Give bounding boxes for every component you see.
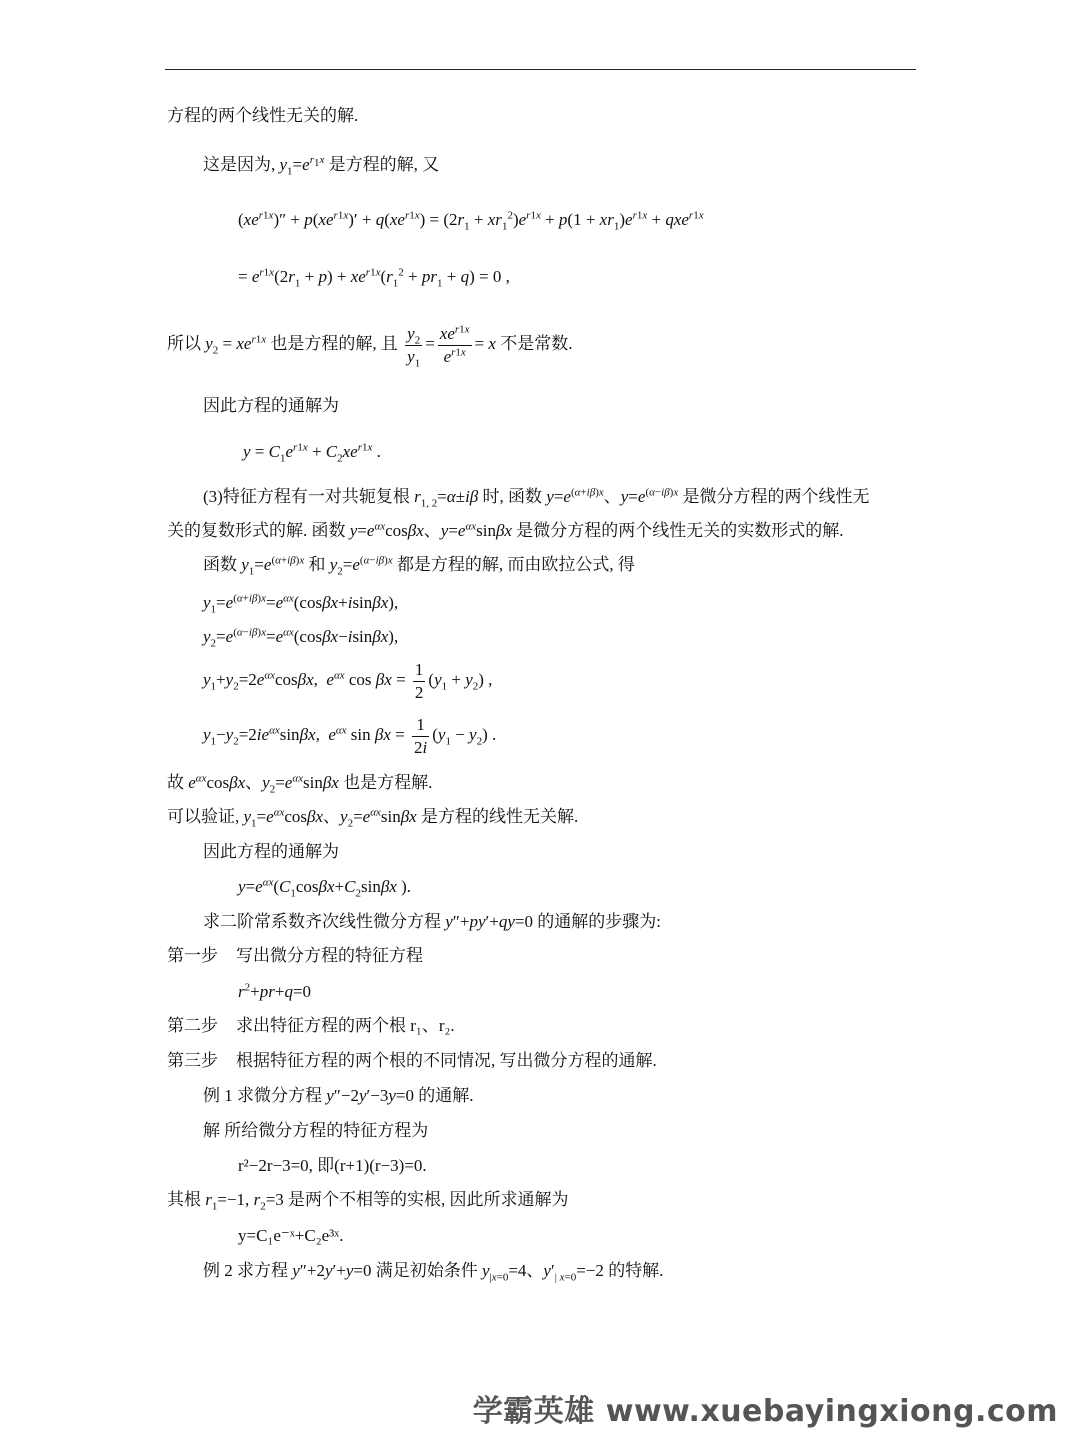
text: 求二阶常系数齐次线性微分方程	[203, 912, 446, 931]
text: 这是因为,	[203, 155, 280, 174]
text-line: 例 1 求微分方程 y″−2y′−3y=0 的通解.	[203, 1086, 474, 1105]
equation-line: $y = C_1e^{r1x} + C_2xe^{r1x}$ .	[243, 441, 381, 465]
text: 求出特征方程的两个根 r₁、r₂.	[236, 1016, 455, 1035]
watermark: 学霸英雄 www.xuebayingxiong.com	[472, 1394, 1058, 1429]
text: 时, 函数	[478, 487, 547, 506]
text-line: 函数 $y_1=e^{(\alpha+i\beta)x}$ 和 $y_2=e^{(\alpha-i\beta)x}$ 都是方程的解, 而由欧拉公式, 得	[203, 554, 635, 578]
text-line: 例 2 求方程 y″+2y′+y=0 满足初始条件 $y_{|x=0}=4$、$y'_{| x=0}=-2$ 的特解.	[203, 1261, 664, 1284]
math: y	[279, 155, 288, 174]
step-line	[167, 1049, 657, 1073]
equation-line: = $e^{r1x}(2r_1 + p) + xe^{r1x}(r_1^2 + pr_1 + q) = 0$ ,	[238, 266, 510, 290]
text: 是方程的线性无关解.	[416, 807, 579, 826]
text-line: 所以 $y_2 = xe^{r1x}$ 也是方程的解, 且 $\frac{y_2}{y_1}$ = $\frac{xe^{r1x}}{e^{r1x}}$ = x 不是常数.	[167, 322, 573, 369]
equation-line: $y_1+y_2=2e^{\alpha x}\cos\beta x$, $e^{\alpha x}$ cos βx = $\frac{1}{2}$ $(y_1 + y_2)$ ,	[203, 659, 493, 702]
fraction: $\frac{1}{2i}$	[413, 714, 428, 757]
text-line	[203, 394, 339, 418]
equation-line: $(xe^{r1x})'' + p(xe^{r1x})' + q(xe^{r1x}) = (2r_1 + xr_1^2)e^{r1x} + p(1 + xr_1)e^{r1x} + qxe^{r1x}$	[238, 209, 704, 233]
fraction: $\frac{y_2}{y_1}$	[407, 323, 421, 369]
text: 其根	[167, 1190, 206, 1209]
step-line	[167, 1014, 455, 1038]
text: 和	[304, 555, 330, 574]
text: 的通解.	[413, 1086, 474, 1105]
text-line	[167, 104, 358, 128]
text: 是方程的解, 又	[328, 155, 440, 174]
text: 解 所给微分方程的特征方程为	[203, 1121, 429, 1140]
fraction: $\frac{xe^{r1x}}{e^{r1x}}$	[439, 322, 470, 366]
text-line: 这是因为, $y_1=e^{r_1x}$ 是方程的解, 又	[203, 154, 440, 178]
equation-line	[238, 1154, 427, 1178]
text: 也是方程的解, 且	[270, 334, 398, 353]
text-line: 其根 $r_1=-1$, $r_2=3$ 是两个不相等的实根, 因此所求通解为	[167, 1190, 569, 1213]
text-line: (3)特征方程有一对共轭复根 $r_{1, 2}=\alpha\pm i\beta$ 时, 函数 $y=e^{(\alpha+i\beta)x}$、$y=e^{(\alpha-i\beta)x}$ 是微分方程的两个线性无	[203, 486, 870, 510]
text: 故	[167, 773, 189, 792]
text: 例 2 求方程	[203, 1261, 293, 1280]
text: 也是方程解.	[338, 773, 433, 792]
step-label: 第三步	[167, 1051, 218, 1070]
text: 的特解.	[603, 1261, 664, 1280]
text: 关的复数形式的解. 函数	[167, 521, 350, 540]
text-line: 关的复数形式的解. 函数 $y=e^{\alpha x}\cos\beta x$、$y=e^{\alpha x}\sin\beta x$ 是微分方程的两个线性无关的实数形式的解.	[167, 520, 844, 540]
text: 因此方程的通解为	[203, 842, 339, 861]
step-label: 第二步	[167, 1016, 218, 1035]
equation-line: $y=e^{\alpha x}(C_1\cos\beta x+C_2\sin\beta x$ ).	[238, 876, 412, 900]
text: 不是常数.	[500, 334, 573, 353]
text-line: 故 $e^{\alpha x}\cos\beta x$、$y_2=e^{\alpha x}\sin\beta x$ 也是方程解.	[167, 772, 433, 796]
text: 根据特征方程的两个根的不同情况, 写出微分方程的通解.	[236, 1051, 657, 1070]
step-line	[167, 944, 423, 968]
text: 因此方程的通解为	[203, 396, 339, 415]
text: 可以验证,	[167, 807, 244, 826]
text: 写出微分方程的特征方程	[236, 946, 423, 965]
equation-line: $y_1=e^{(\alpha+i\beta)x}=e^{\alpha x}(\cos\beta x+isin\beta x)$,	[203, 592, 399, 616]
text-line	[203, 840, 339, 864]
text: 函数	[203, 555, 242, 574]
text: 满足初始条件	[371, 1261, 482, 1280]
equation-line	[238, 1224, 343, 1248]
equation-line: $r^2+pr+q=0$	[238, 981, 312, 1001]
text-line: 可以验证, $y_1=e^{\alpha x}\cos\beta x$、$y_2=e^{\alpha x}\sin\beta x$ 是方程的线性无关解.	[167, 806, 579, 830]
text-line: 求二阶常系数齐次线性微分方程 y″+py′+qy=0 的通解的步骤为:	[203, 912, 661, 931]
header-rule	[165, 69, 916, 70]
text: y=C₁e⁻ˣ+C₂e³ˣ.	[238, 1226, 344, 1245]
text: 是微分方程的两个线性无	[682, 487, 870, 506]
equation-line: $y_1-y_2=2ie^{\alpha x}\sin\beta x$, $e^{\alpha x}$ sin βx = $\frac{1}{2i}$ $(y_1 - y_2)$ .	[203, 714, 497, 757]
text-line	[203, 1119, 428, 1143]
text: 所以	[167, 334, 206, 353]
fraction: $\frac{1}{2}$	[414, 659, 424, 702]
text: r²−2r−3=0, 即(r+1)(r−3)=0.	[238, 1156, 427, 1175]
text: 例 1 求微分方程	[203, 1086, 327, 1105]
text: 的通解的步骤为:	[532, 912, 661, 931]
text: (3)特征方程有一对共轭复根	[203, 487, 415, 506]
text: 是微分方程的两个线性无关的实数形式的解.	[516, 521, 844, 540]
text: 方程的两个线性无关的解.	[167, 106, 359, 125]
text: 都是方程的解, 而由欧拉公式, 得	[392, 555, 635, 574]
step-label: 第一步	[167, 946, 218, 965]
text: 是两个不相等的实根, 因此所求通解为	[283, 1190, 569, 1209]
equation-line: $y_2=e^{(\alpha-i\beta)x}=e^{\alpha x}(\cos\beta x-isin\beta x)$,	[203, 626, 399, 650]
